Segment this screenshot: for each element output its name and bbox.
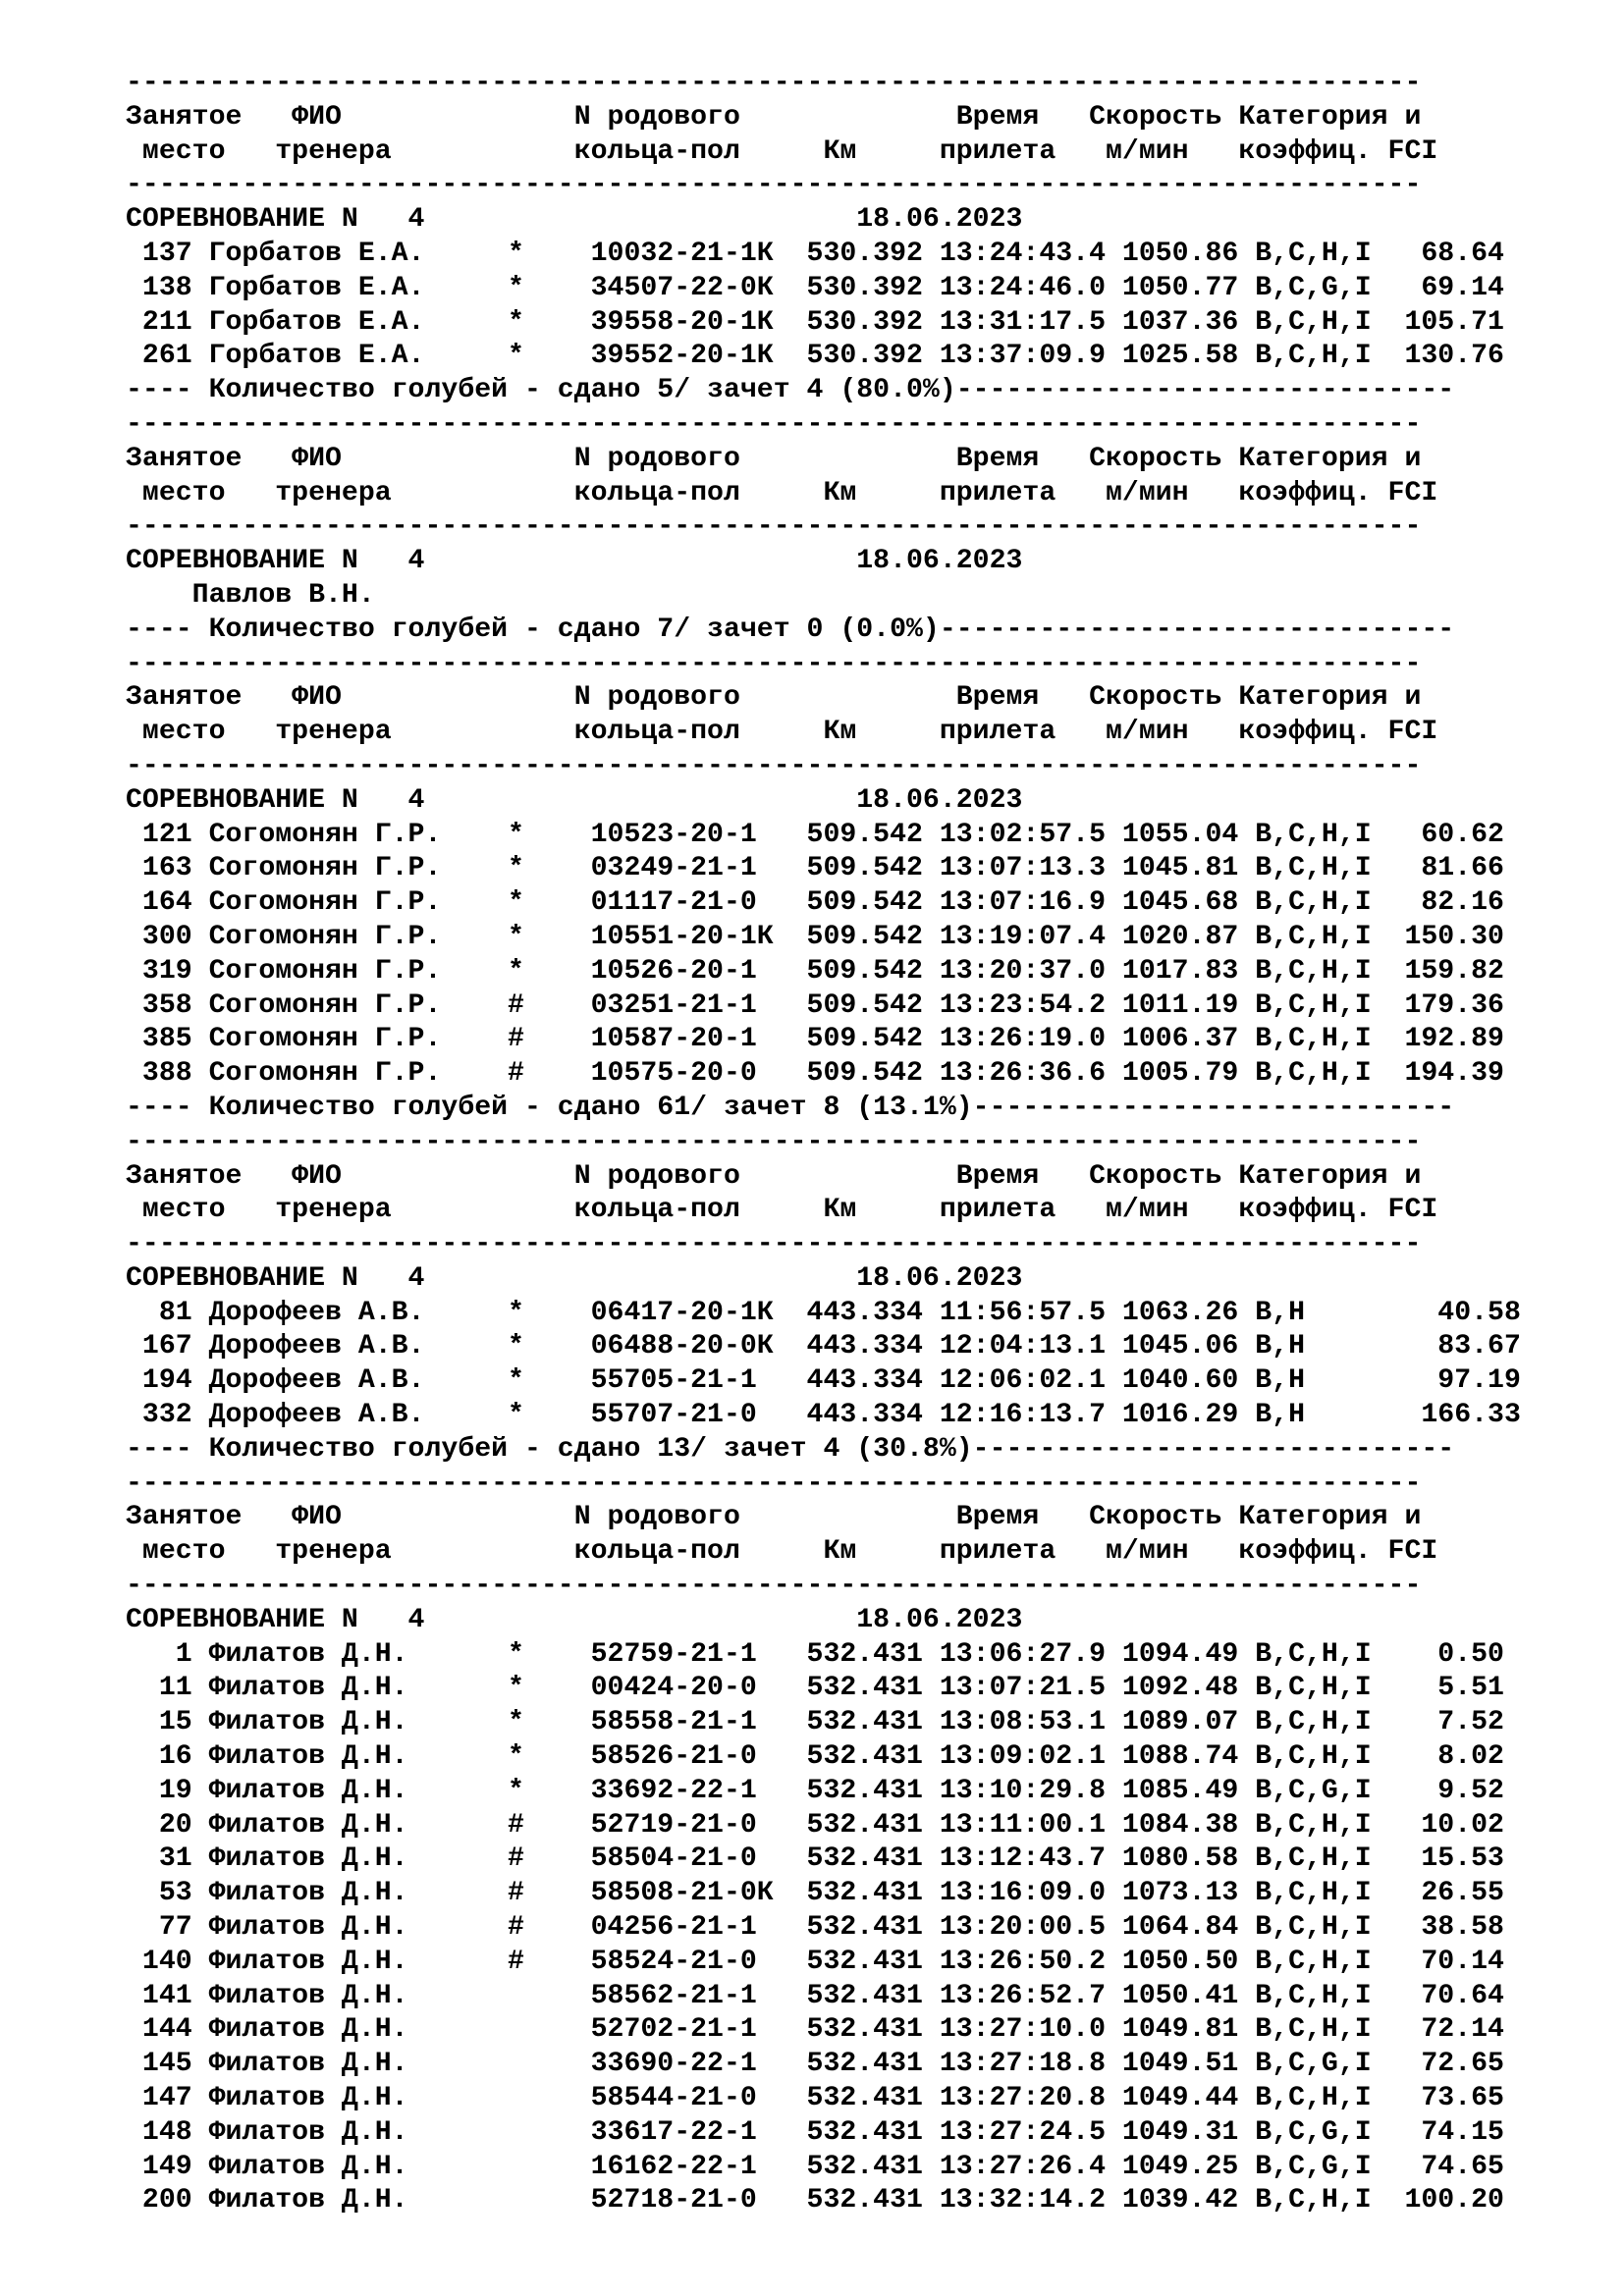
report-line: ---- Количество голубей - сдано 13/ зачет 4 (30.8%)----------------------------- bbox=[126, 1433, 1455, 1465]
report-line: 137 Горбатов Е.А. * 10032-21-1К 530.392 13:24:43.4 1050.86 B,C,H,I 68.64 bbox=[126, 238, 1504, 269]
report-line: ---- Количество голубей - сдано 7/ зачет 0 (0.0%)------------------------------- bbox=[126, 614, 1455, 645]
report-line: 1 Филатов Д.Н. * 52759-21-1 532.431 13:06:27.9 1094.49 B,C,H,I 0.50 bbox=[126, 1638, 1504, 1670]
report-line: 163 Согомонян Г.Р. * 03249-21-1 509.542 13:07:13.3 1045.81 B,C,H,I 81.66 bbox=[126, 853, 1504, 884]
report-line: 261 Горбатов Е.А. * 39552-20-1К 530.392 13:37:09.9 1025.58 B,C,H,I 130.76 bbox=[126, 341, 1504, 372]
report-line: Павлов В.Н. bbox=[126, 579, 375, 611]
report-line: ------------------------------------------------------------------------------ bbox=[126, 1229, 1422, 1260]
report-line: 358 Согомонян Г.Р. # 03251-21-1 509.542 13:23:54.2 1011.19 B,C,H,I 179.36 bbox=[126, 989, 1504, 1021]
report-line: ------------------------------------------------------------------------------ bbox=[126, 750, 1422, 781]
report-line: место тренера кольца-пол Км прилета м/мин коэффиц. FCI bbox=[126, 477, 1438, 508]
report-line: 319 Согомонян Г.Р. * 10526-20-1 509.542 13:20:37.0 1017.83 B,C,H,I 159.82 bbox=[126, 955, 1504, 987]
report-line: ------------------------------------------------------------------------------ bbox=[126, 1126, 1422, 1157]
report-line: 140 Филатов Д.Н. # 58524-21-0 532.431 13:26:50.2 1050.50 B,C,H,I 70.14 bbox=[126, 1946, 1504, 1977]
report-line: Занятое ФИО N родового Время Скорость Категория и bbox=[126, 1502, 1422, 1533]
report-line: 141 Филатов Д.Н. 58562-21-1 532.431 13:26:52.7 1050.41 B,C,H,I 70.64 bbox=[126, 1980, 1504, 2011]
report-line: 145 Филатов Д.Н. 33690-22-1 532.431 13:27:18.8 1049.51 B,C,G,I 72.65 bbox=[126, 2049, 1504, 2080]
report-line: ------------------------------------------------------------------------------ bbox=[126, 511, 1422, 543]
report-line: Занятое ФИО N родового Время Скорость Категория и bbox=[126, 1160, 1422, 1192]
report-line: 20 Филатов Д.Н. # 52719-21-0 532.431 13:11:00.1 1084.38 B,C,H,I 10.02 bbox=[126, 1809, 1504, 1841]
report-line: 53 Филатов Д.Н. # 58508-21-0К 532.431 13:16:09.0 1073.13 B,C,H,I 26.55 bbox=[126, 1878, 1504, 1909]
report-line: место тренера кольца-пол Км прилета м/мин коэффиц. FCI bbox=[126, 135, 1438, 167]
report-line: 147 Филатов Д.Н. 58544-21-0 532.431 13:27:20.8 1049.44 B,C,H,I 73.65 bbox=[126, 2083, 1504, 2114]
report-line: 15 Филатов Д.Н. * 58558-21-1 532.431 13:08:53.1 1089.07 B,C,H,I 7.52 bbox=[126, 1707, 1504, 1738]
report-line: ------------------------------------------------------------------------------ bbox=[126, 68, 1422, 98]
report-line: Занятое ФИО N родового Время Скорость Категория и bbox=[126, 443, 1422, 474]
competition-results-report bbox=[126, 67, 1521, 2218]
report-line: СОРЕВНОВАНИЕ N 4 18.06.2023 bbox=[126, 1262, 1023, 1294]
report-line: 121 Согомонян Г.Р. * 10523-20-1 509.542 13:02:57.5 1055.04 B,C,H,I 60.62 bbox=[126, 819, 1504, 850]
report-line: 138 Горбатов Е.А. * 34507-22-0К 530.392 13:24:46.0 1050.77 B,C,G,I 69.14 bbox=[126, 272, 1504, 303]
report-line: Занятое ФИО N родового Время Скорость Категория и bbox=[126, 682, 1422, 714]
report-line: 388 Согомонян Г.Р. # 10575-20-0 509.542 13:26:36.6 1005.79 B,C,H,I 194.39 bbox=[126, 1058, 1504, 1090]
report-line: место тренера кольца-пол Км прилета м/мин коэффиц. FCI bbox=[126, 1536, 1438, 1568]
report-line: 148 Филатов Д.Н. 33617-22-1 532.431 13:27:24.5 1049.31 B,C,G,I 74.15 bbox=[126, 2116, 1504, 2148]
report-line: ------------------------------------------------------------------------------ bbox=[126, 1571, 1422, 1602]
report-line: СОРЕВНОВАНИЕ N 4 18.06.2023 bbox=[126, 204, 1023, 236]
report-line: СОРЕВНОВАНИЕ N 4 18.06.2023 bbox=[126, 1604, 1023, 1635]
report-line: 16 Филатов Д.Н. * 58526-21-0 532.431 13:09:02.1 1088.74 B,C,H,I 8.02 bbox=[126, 1741, 1504, 1773]
report-line: место тренера кольца-пол Км прилета м/мин коэффиц. FCI bbox=[126, 717, 1438, 748]
report-line: 194 Дорофеев А.В. * 55705-21-1 443.334 12:06:02.1 1040.60 B,H 97.19 bbox=[126, 1365, 1521, 1397]
report-line: 164 Согомонян Г.Р. * 01117-21-0 509.542 13:07:16.9 1045.68 B,C,H,I 82.16 bbox=[126, 887, 1504, 919]
report-line: 19 Филатов Д.Н. * 33692-22-1 532.431 13:10:29.8 1085.49 B,C,G,I 9.52 bbox=[126, 1775, 1504, 1806]
report-line: 149 Филатов Д.Н. 16162-22-1 532.431 13:27:26.4 1049.25 B,C,G,I 74.65 bbox=[126, 2151, 1504, 2182]
report-line: 144 Филатов Д.Н. 52702-21-1 532.431 13:27:10.0 1049.81 B,C,H,I 72.14 bbox=[126, 2014, 1504, 2046]
report-line: 211 Горбатов Е.А. * 39558-20-1К 530.392 13:31:17.5 1037.36 B,C,H,I 105.71 bbox=[126, 306, 1504, 338]
report-line: 167 Дорофеев А.В. * 06488-20-0К 443.334 12:04:13.1 1045.06 B,H 83.67 bbox=[126, 1331, 1521, 1362]
report-line: 332 Дорофеев А.В. * 55707-21-0 443.334 12:16:13.7 1016.29 B,H 166.33 bbox=[126, 1400, 1521, 1431]
report-line: 77 Филатов Д.Н. # 04256-21-1 532.431 13:20:00.5 1064.84 B,C,H,I 38.58 bbox=[126, 1912, 1504, 1944]
report-line: 200 Филатов Д.Н. 52718-21-0 532.431 13:32:14.2 1039.42 B,C,H,I 100.20 bbox=[126, 2185, 1504, 2216]
report-line: ---- Количество голубей - сдано 61/ зачет 8 (13.1%)----------------------------- bbox=[126, 1092, 1455, 1123]
report-line: ---- Количество голубей - сдано 5/ зачет 4 (80.0%)------------------------------ bbox=[126, 375, 1455, 406]
report-line: 385 Согомонян Г.Р. # 10587-20-1 509.542 13:26:19.0 1006.37 B,C,H,I 192.89 bbox=[126, 1024, 1504, 1055]
report-line: 31 Филатов Д.Н. # 58504-21-0 532.431 13:12:43.7 1080.58 B,C,H,I 15.53 bbox=[126, 1843, 1504, 1875]
report-line: 300 Согомонян Г.Р. * 10551-20-1К 509.542 13:19:07.4 1020.87 B,C,H,I 150.30 bbox=[126, 921, 1504, 952]
report-line: 81 Дорофеев А.В. * 06417-20-1К 443.334 11:56:57.5 1063.26 B,H 40.58 bbox=[126, 1297, 1521, 1328]
report-line: Занятое ФИО N родового Время Скорость Категория и bbox=[126, 101, 1422, 133]
report-line: 11 Филатов Д.Н. * 00424-20-0 532.431 13:07:21.5 1092.48 B,C,H,I 5.51 bbox=[126, 1673, 1504, 1704]
report-line: СОРЕВНОВАНИЕ N 4 18.06.2023 bbox=[126, 784, 1023, 816]
report-line: место тренера кольца-пол Км прилета м/мин коэффиц. FCI bbox=[126, 1195, 1438, 1226]
report-line: ------------------------------------------------------------------------------ bbox=[126, 1468, 1422, 1499]
report-line: СОРЕВНОВАНИЕ N 4 18.06.2023 bbox=[126, 546, 1023, 577]
report-line: ------------------------------------------------------------------------------ bbox=[126, 408, 1422, 440]
report-line: ------------------------------------------------------------------------------ bbox=[126, 648, 1422, 679]
report-line: ------------------------------------------------------------------------------ bbox=[126, 170, 1422, 201]
